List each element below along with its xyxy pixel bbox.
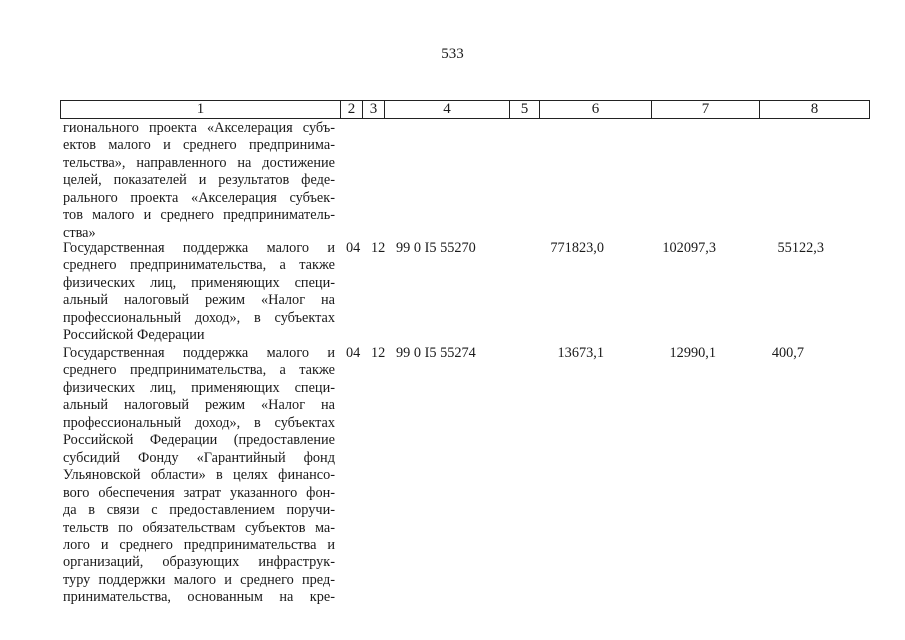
row-description-line: профессиональный доход», в субъектах bbox=[63, 309, 335, 326]
row-description-line: среднего предпринимательства, а также bbox=[63, 257, 335, 274]
row-description-line: принимательства, основанным на кре- bbox=[63, 589, 335, 606]
row-description-line: да в связи с предоставлением поручи- bbox=[63, 502, 335, 519]
column-header-4: 4 bbox=[385, 101, 510, 119]
cell-amount-6: 13673,1 bbox=[557, 345, 604, 361]
cell-amount-8: 400,7 bbox=[771, 345, 804, 361]
column-header-1: 1 bbox=[61, 101, 341, 119]
column-header-5: 5 bbox=[510, 101, 540, 119]
row-description-line: субсидий Фонду «Гарантийный фонд bbox=[63, 449, 335, 466]
row-description-line: Российской Федерации (предоставление bbox=[63, 432, 335, 449]
column-header-2: 2 bbox=[341, 101, 363, 119]
row-description bbox=[63, 240, 335, 345]
column-header-row bbox=[61, 101, 870, 119]
row-description-line: Государственная поддержка малого и bbox=[63, 240, 335, 256]
row-description-line: ства» bbox=[63, 224, 96, 241]
cell-subsection: 12 bbox=[371, 345, 386, 361]
column-header-8: 8 bbox=[760, 101, 870, 119]
row-description-line: тельства», направленного на достижение bbox=[63, 154, 335, 171]
column-header-3: 3 bbox=[363, 101, 385, 119]
row-description-line: альный налоговый режим «Налог на bbox=[63, 292, 335, 309]
cell-section: 04 bbox=[346, 240, 361, 256]
row-description-line: гионального проекта «Акселерация субъ- bbox=[63, 120, 335, 136]
row-description-line: тельств по обязательствам субъектов ма- bbox=[63, 519, 335, 536]
row-description bbox=[63, 120, 335, 242]
cell-target-article: 99 0 I5 55270 bbox=[396, 240, 476, 256]
cell-amount-8: 55122,3 bbox=[777, 240, 824, 256]
row-description-line: физических лиц, применяющих специ- bbox=[63, 274, 335, 291]
column-header-6: 6 bbox=[540, 101, 652, 119]
page-number: 533 bbox=[441, 46, 464, 62]
row-description-line: физических лиц, применяющих специ- bbox=[63, 379, 335, 396]
row-description-line: альный налоговый режим «Налог на bbox=[63, 397, 335, 414]
row-description-line: организаций, образующих инфраструк- bbox=[63, 554, 335, 571]
row-description-line: ектов малого и среднего предпринима- bbox=[63, 137, 335, 154]
row-description-line: Российской Федерации bbox=[63, 327, 205, 344]
row-description-line: среднего предпринимательства, а также bbox=[63, 362, 335, 379]
row-description-line: рального проекта «Акселерация субъек- bbox=[63, 189, 335, 206]
row-description-line: профессиональный доход», в субъектах bbox=[63, 414, 335, 431]
row-description-line: вого обеспечения затрат указанного фон- bbox=[63, 484, 335, 501]
row-description-line: Государственная поддержка малого и bbox=[63, 345, 335, 361]
row-description bbox=[63, 345, 335, 607]
column-header-7: 7 bbox=[652, 101, 760, 119]
row-description-line: Ульяновской области» в целях финансо- bbox=[63, 467, 335, 484]
cell-target-article: 99 0 I5 55274 bbox=[396, 345, 476, 361]
cell-amount-6: 771823,0 bbox=[550, 240, 604, 256]
row-description-line: целей, показателей и результатов феде- bbox=[63, 172, 335, 189]
row-description-line: тов малого и среднего предприниматель- bbox=[63, 207, 335, 224]
cell-subsection: 12 bbox=[371, 240, 386, 256]
row-description-line: лого и среднего предпринимательства и bbox=[63, 536, 335, 553]
row-description-line: туру поддержки малого и среднего пред- bbox=[63, 571, 335, 588]
cell-section: 04 bbox=[346, 345, 361, 361]
cell-amount-7: 102097,3 bbox=[662, 240, 716, 256]
column-header-table bbox=[60, 100, 870, 119]
cell-amount-7: 12990,1 bbox=[669, 345, 716, 361]
